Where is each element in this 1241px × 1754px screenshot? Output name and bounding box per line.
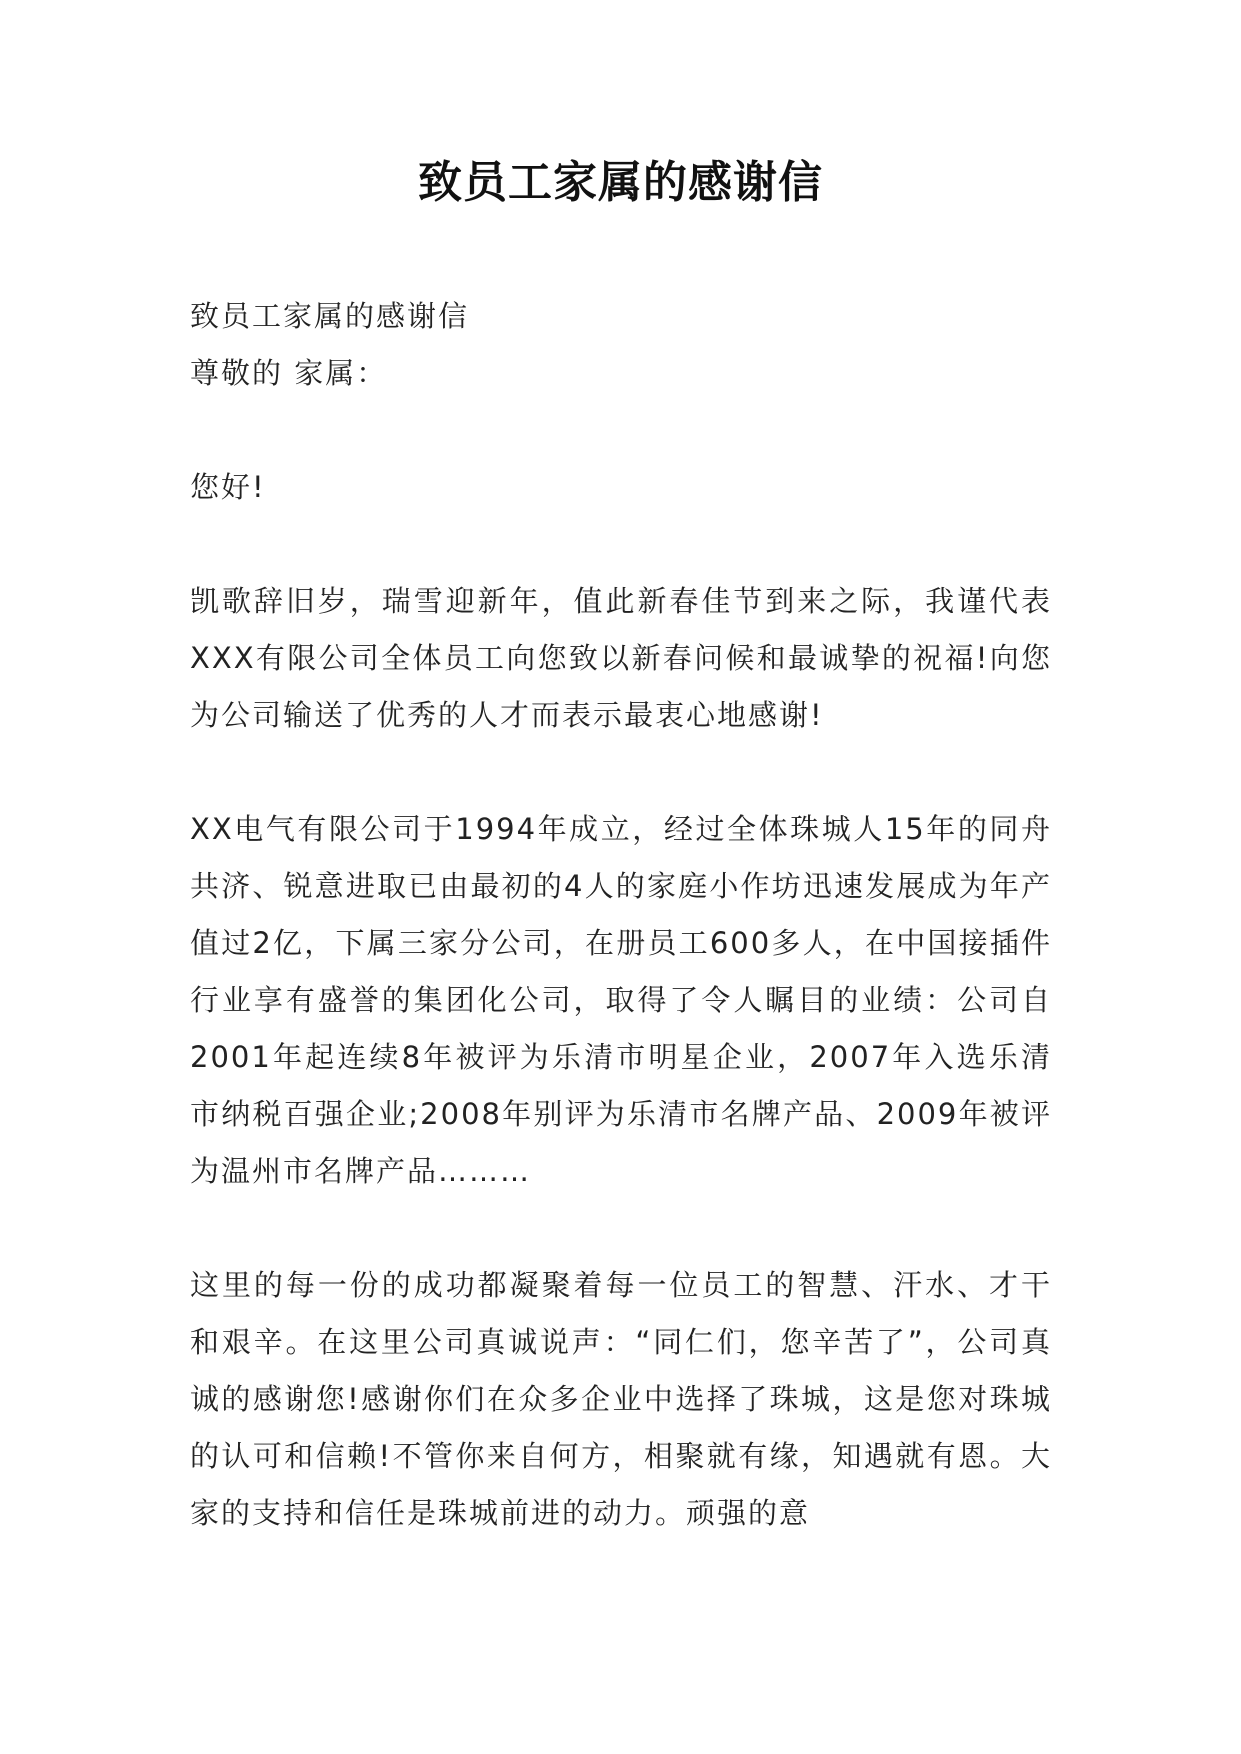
letter-salutation: 尊敬的 家属： — [190, 356, 388, 390]
body-paragraph-2: XX电气有限公司于1994年成立，经过全体珠城人15年的同舟共济、锐意进取已由最初的4人的家庭小作坊迅速发展成为年产值过2亿，下属三家分公司，在册员工600多人，在中国接插件行业享有盛誉的集团化公司，取得了令人瞩目的业绩：公司自2001年起连续8年被评为乐清市明星企业，2007年入选乐清市纳税百强企业;2008年别评为乐清市名牌产品、2009年被评为温州市名牌产品……… — [190, 812, 1052, 1188]
body-paragraph-3: 这里的每一份的成功都凝聚着每一位员工的智慧、汗水、才干和艰辛。在这里公司真诚说声：“同仁们，您辛苦了”，公司真诚的感谢您!感谢你们在众多企业中选择了珠城，这是您对珠城的认可和信赖!不管你来自何方，相聚就有缘，知遇就有恩。大家的支持和信任是珠城前进的动力。顽强的意 — [190, 1268, 1052, 1530]
letter-greeting: 您好! — [190, 470, 266, 504]
document-body — [190, 288, 1052, 1542]
letter-subtitle: 致员工家属的感谢信 — [190, 299, 470, 333]
paragraph-gap — [190, 744, 1052, 801]
paragraph-gap — [190, 1200, 1052, 1257]
body-paragraph-1: 凯歌辞旧岁，瑞雪迎新年，值此新春佳节到来之际，我谨代表XXX有限公司全体员工向您致以新春问候和最诚挚的祝福!向您为公司输送了优秀的人才而表示最衷心地感谢! — [190, 584, 1052, 732]
paragraph-gap — [190, 402, 1052, 459]
paragraph-gap — [190, 516, 1052, 573]
document-title: 致员工家属的感谢信 — [418, 157, 823, 208]
